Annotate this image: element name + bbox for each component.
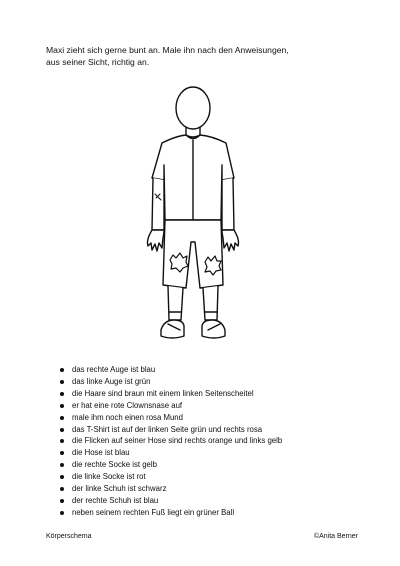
bullet-icon	[60, 380, 64, 384]
list-item: der rechte Schuh ist blau	[58, 495, 282, 507]
instruction-intro	[46, 44, 366, 68]
list-item: neben seinem rechten Fuß liegt ein grüner Ball	[58, 507, 282, 519]
bullet-icon	[60, 416, 64, 420]
boy-outline-icon	[128, 80, 258, 352]
list-item: das rechte Auge ist blau	[58, 364, 282, 376]
intro-line-2: aus seiner Sicht, richtig an.	[46, 57, 150, 67]
list-item: die linke Socke ist rot	[58, 471, 282, 483]
list-item: das linke Auge ist grün	[58, 376, 282, 388]
bullet-icon	[60, 511, 64, 515]
bullet-icon	[60, 368, 64, 372]
bullet-icon	[60, 392, 64, 396]
footer-copyright: ©Anita Berner	[313, 533, 358, 540]
bullet-icon	[60, 428, 64, 432]
list-item: das T-Shirt ist auf der linken Seite grün und rechts rosa	[58, 424, 282, 436]
bullet-icon	[60, 499, 64, 503]
coloring-instruction-list	[58, 364, 282, 519]
bullet-icon	[60, 487, 64, 491]
list-item: male ihm noch einen rosa Mund	[58, 412, 282, 424]
list-item: er hat eine rote Clownsnase auf	[58, 400, 282, 412]
list-item: die Hose ist blau	[58, 447, 282, 459]
bullet-icon	[60, 463, 64, 467]
list-item: die rechte Socke ist gelb	[58, 459, 282, 471]
bullet-icon	[60, 439, 64, 443]
list-item: die Flicken auf seiner Hose sind rechts orange und links gelb	[58, 435, 282, 447]
list-item: die Haare sind braun mit einem linken Seitenscheitel	[58, 388, 282, 400]
footer-title: Körperschema	[46, 533, 92, 540]
intro-line-1: Maxi zieht sich gerne bunt an. Male ihn nach den Anweisungen,	[46, 45, 289, 55]
bullet-icon	[60, 475, 64, 479]
bullet-icon	[60, 451, 64, 455]
bullet-icon	[60, 404, 64, 408]
list-item: der linke Schuh ist schwarz	[58, 483, 282, 495]
